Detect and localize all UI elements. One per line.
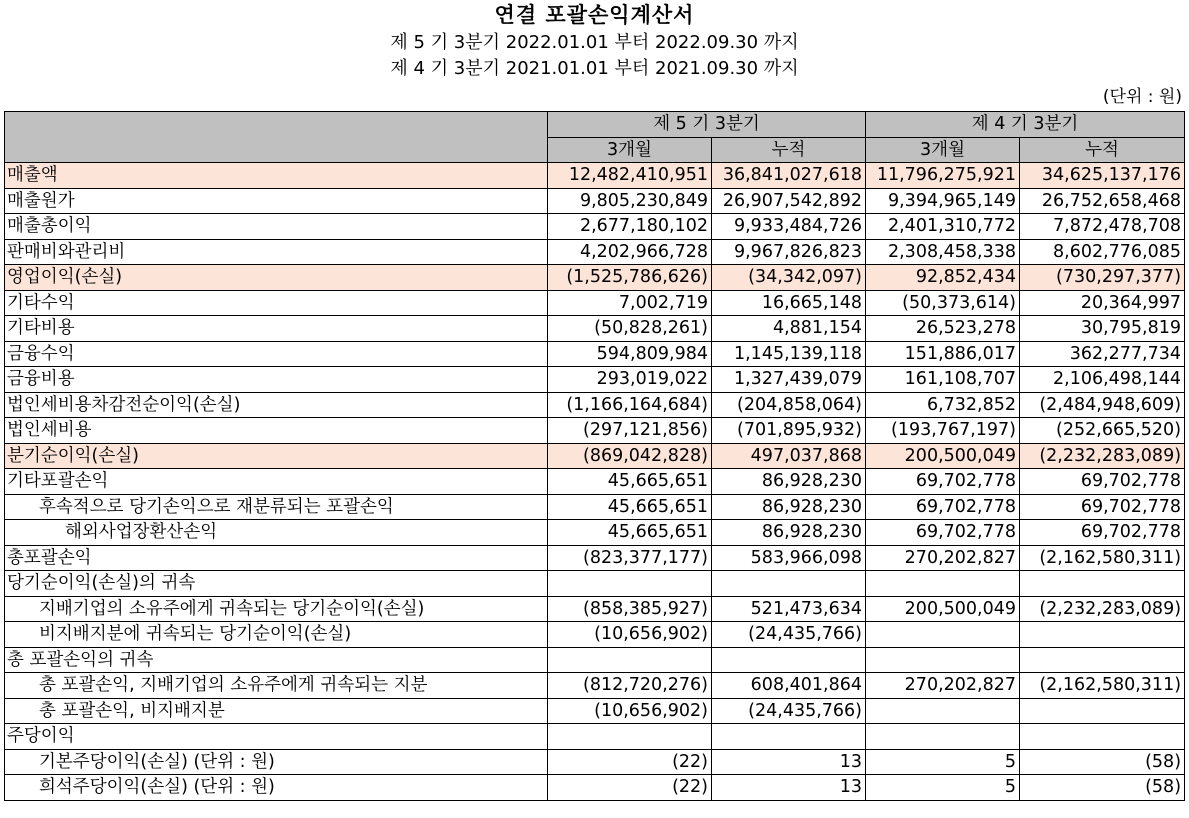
statement-title: 연결 포괄손익계산서: [494, 3, 695, 27]
row-value: [1020, 698, 1185, 724]
row-value: 2,308,458,338: [866, 239, 1020, 265]
table-row: [5, 469, 1185, 495]
row-value: (58): [1020, 775, 1185, 801]
row-value: 9,805,230,849: [548, 188, 712, 214]
table-row: [5, 647, 1185, 673]
row-label: 분기순이익(손실): [5, 443, 548, 469]
row-value: 9,967,826,823: [712, 239, 866, 265]
row-value: 30,795,819: [1020, 316, 1185, 342]
row-value: 45,665,651: [548, 494, 712, 520]
table-row: [5, 214, 1185, 240]
table-row: [5, 596, 1185, 622]
row-value: [548, 647, 712, 673]
row-value: (2,232,283,089): [1020, 443, 1185, 469]
row-value: [1020, 622, 1185, 648]
row-value: (2,232,283,089): [1020, 596, 1185, 622]
row-value: 26,907,542,892: [712, 188, 866, 214]
row-value: (204,858,064): [712, 392, 866, 418]
row-value: 36,841,027,618: [712, 163, 866, 189]
table-row: [5, 622, 1185, 648]
table-row: [5, 443, 1185, 469]
row-value: (10,656,902): [548, 622, 712, 648]
row-value: 4,881,154: [712, 316, 866, 342]
row-label: 법인세비용: [5, 418, 548, 444]
row-value: 69,702,778: [1020, 520, 1185, 546]
row-value: 270,202,827: [866, 673, 1020, 699]
row-value: [866, 647, 1020, 673]
row-label: 해외사업장환산손익: [5, 520, 548, 546]
row-label: 법인세비용차감전순이익(손실): [5, 392, 548, 418]
row-value: 92,852,434: [866, 265, 1020, 291]
row-value: 7,872,478,708: [1020, 214, 1185, 240]
table-row: [5, 698, 1185, 724]
row-value: (1,525,786,626): [548, 265, 712, 291]
row-value: (34,342,097): [712, 265, 866, 291]
table-row: [5, 367, 1185, 393]
row-value: 86,928,230: [712, 469, 866, 495]
row-value: 45,665,651: [548, 469, 712, 495]
row-label: 총 포괄손익의 귀속: [5, 647, 548, 673]
row-label: 당기순이익(손실)의 귀속: [5, 571, 548, 597]
row-value: 362,277,734: [1020, 341, 1185, 367]
row-value: [1020, 724, 1185, 750]
table-row: [5, 571, 1185, 597]
row-label: 기타비용: [5, 316, 548, 342]
row-value: 26,523,278: [866, 316, 1020, 342]
row-value: 69,702,778: [1020, 469, 1185, 495]
row-label: 매출총이익: [5, 214, 548, 240]
row-label: 금융비용: [5, 367, 548, 393]
row-label: 주당이익: [5, 724, 548, 750]
col-current-cum: 누적: [712, 137, 866, 163]
row-value: 11,796,275,921: [866, 163, 1020, 189]
row-value: 1,145,139,118: [712, 341, 866, 367]
statement-body: [5, 163, 1185, 801]
row-value: [548, 571, 712, 597]
row-value: 608,401,864: [712, 673, 866, 699]
table-row: [5, 520, 1185, 546]
current-period: 제 5 기 3분기 2022.01.01 부터 2022.09.30 까지: [390, 32, 799, 53]
row-value: [712, 571, 866, 597]
row-value: (10,656,902): [548, 698, 712, 724]
row-value: 12,482,410,951: [548, 163, 712, 189]
row-label: 판매비와관리비: [5, 239, 548, 265]
row-value: 8,602,776,085: [1020, 239, 1185, 265]
row-value: 26,752,658,468: [1020, 188, 1185, 214]
row-label: 영업이익(손실): [5, 265, 548, 291]
row-value: (297,121,856): [548, 418, 712, 444]
row-label: 매출원가: [5, 188, 548, 214]
row-value: 270,202,827: [866, 545, 1020, 571]
col-current-3m: 3개월: [548, 137, 712, 163]
row-label: 금융수익: [5, 341, 548, 367]
row-label: 기타수익: [5, 290, 548, 316]
row-value: 497,037,868: [712, 443, 866, 469]
row-value: [548, 724, 712, 750]
row-value: 7,002,719: [548, 290, 712, 316]
row-value: 13: [712, 749, 866, 775]
row-label: 총 포괄손익, 비지배지분: [5, 698, 548, 724]
row-value: 69,702,778: [866, 494, 1020, 520]
row-value: 6,732,852: [866, 392, 1020, 418]
row-value: (24,435,766): [712, 698, 866, 724]
table-row: [5, 341, 1185, 367]
table-row: [5, 418, 1185, 444]
row-value: 69,702,778: [866, 520, 1020, 546]
row-value: 2,106,498,144: [1020, 367, 1185, 393]
row-value: (812,720,276): [548, 673, 712, 699]
row-value: (22): [548, 775, 712, 801]
row-value: [1020, 571, 1185, 597]
row-value: (50,828,261): [548, 316, 712, 342]
row-value: 293,019,022: [548, 367, 712, 393]
row-label: 비지배지분에 귀속되는 당기순이익(손실): [5, 622, 548, 648]
row-value: 2,677,180,102: [548, 214, 712, 240]
row-value: 2,401,310,772: [866, 214, 1020, 240]
label-column-header: [5, 112, 548, 163]
table-row: [5, 239, 1185, 265]
table-row: [5, 494, 1185, 520]
row-value: 1,327,439,079: [712, 367, 866, 393]
row-value: 86,928,230: [712, 520, 866, 546]
row-label: 후속적으로 당기손익으로 재분류되는 포괄손익: [5, 494, 548, 520]
row-label: 총 포괄손익, 지배기업의 소유주에게 귀속되는 지분: [5, 673, 548, 699]
row-label: 희석주당이익(손실) (단위 : 원): [5, 775, 548, 801]
row-value: 9,394,965,149: [866, 188, 1020, 214]
row-value: 583,966,098: [712, 545, 866, 571]
row-value: [866, 571, 1020, 597]
row-value: 69,702,778: [866, 469, 1020, 495]
row-value: 200,500,049: [866, 596, 1020, 622]
row-value: 151,886,017: [866, 341, 1020, 367]
table-row: [5, 673, 1185, 699]
column-group-current: 제 5 기 3분기: [548, 112, 866, 138]
row-label: 총포괄손익: [5, 545, 548, 571]
col-prior-3m: 3개월: [866, 137, 1020, 163]
row-value: (252,665,520): [1020, 418, 1185, 444]
prior-period: 제 4 기 3분기 2021.01.01 부터 2021.09.30 까지: [390, 58, 799, 79]
row-value: (1,166,164,684): [548, 392, 712, 418]
row-value: (22): [548, 749, 712, 775]
row-value: 69,702,778: [1020, 494, 1185, 520]
row-value: 34,625,137,176: [1020, 163, 1185, 189]
row-value: (2,162,580,311): [1020, 673, 1185, 699]
row-value: 5: [866, 749, 1020, 775]
row-value: (2,162,580,311): [1020, 545, 1185, 571]
table-row: [5, 724, 1185, 750]
row-value: 200,500,049: [866, 443, 1020, 469]
row-value: (823,377,177): [548, 545, 712, 571]
row-value: 9,933,484,726: [712, 214, 866, 240]
row-value: (24,435,766): [712, 622, 866, 648]
row-value: [712, 724, 866, 750]
row-value: (869,042,828): [548, 443, 712, 469]
table-row: [5, 290, 1185, 316]
row-value: (730,297,377): [1020, 265, 1185, 291]
row-value: 594,809,984: [548, 341, 712, 367]
row-value: [866, 622, 1020, 648]
table-row: [5, 188, 1185, 214]
row-label: 기본주당이익(손실) (단위 : 원): [5, 749, 548, 775]
table-row: [5, 775, 1185, 801]
income-statement-table: [4, 111, 1185, 801]
row-value: [1020, 647, 1185, 673]
col-prior-cum: 누적: [1020, 137, 1185, 163]
row-value: [866, 724, 1020, 750]
unit-label: (단위 : 원): [1102, 87, 1182, 107]
row-value: 16,665,148: [712, 290, 866, 316]
table-row: [5, 749, 1185, 775]
row-value: (2,484,948,609): [1020, 392, 1185, 418]
row-value: (701,895,932): [712, 418, 866, 444]
row-value: 86,928,230: [712, 494, 866, 520]
row-label: 기타포괄손익: [5, 469, 548, 495]
row-value: [866, 698, 1020, 724]
row-value: 20,364,997: [1020, 290, 1185, 316]
row-value: 4,202,966,728: [548, 239, 712, 265]
header-row-groups: [5, 112, 1185, 138]
row-label: 매출액: [5, 163, 548, 189]
row-value: 13: [712, 775, 866, 801]
table-row: [5, 265, 1185, 291]
row-value: (58): [1020, 749, 1185, 775]
table-row: [5, 545, 1185, 571]
row-value: [712, 647, 866, 673]
row-value: (193,767,197): [866, 418, 1020, 444]
row-value: (858,385,927): [548, 596, 712, 622]
row-value: 45,665,651: [548, 520, 712, 546]
table-row: [5, 392, 1185, 418]
row-label: 지배기업의 소유주에게 귀속되는 당기순이익(손실): [5, 596, 548, 622]
row-value: 5: [866, 775, 1020, 801]
row-value: (50,373,614): [866, 290, 1020, 316]
column-group-prior: 제 4 기 3분기: [866, 112, 1185, 138]
row-value: 161,108,707: [866, 367, 1020, 393]
table-row: [5, 163, 1185, 189]
table-row: [5, 316, 1185, 342]
row-value: 521,473,634: [712, 596, 866, 622]
